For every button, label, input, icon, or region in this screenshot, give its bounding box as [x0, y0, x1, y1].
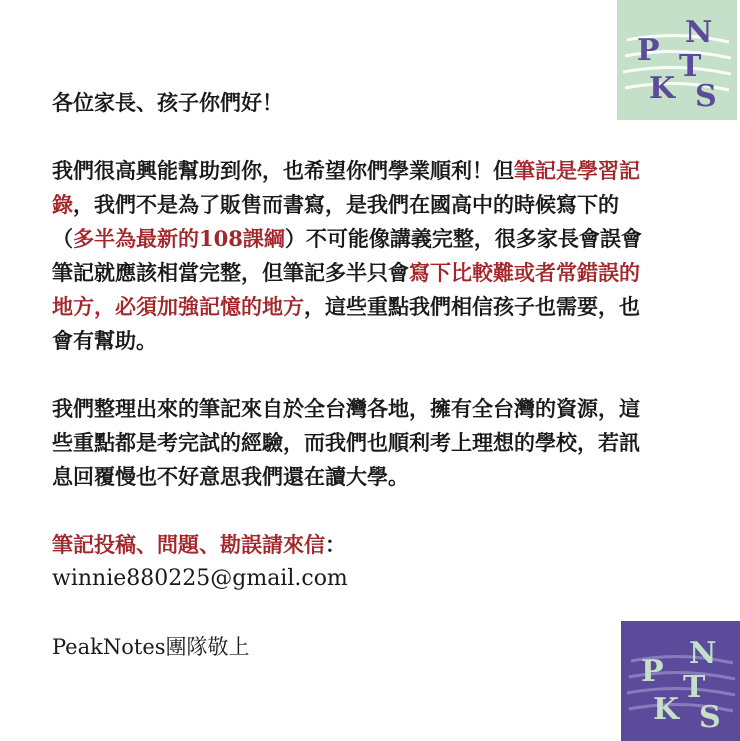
intro-text-3: ）不可能像講義完整，很多家長會誤會筆記就應該相當完整，但筆記多半只會 [52, 226, 642, 285]
logo-letter-k: K [653, 692, 680, 727]
logo-letter-p: P [641, 654, 664, 689]
greeting: 各位家長、孩子你們好！ [52, 90, 283, 115]
paragraph-intro [52, 154, 642, 358]
intro-highlight-curriculum: 多半為最新的108課綱 [73, 226, 285, 251]
signature: PeakNotes團隊敬上 [52, 635, 250, 659]
logo-letter-s: S [699, 700, 721, 735]
contact-email[interactable]: winnie880225@gmail.com [52, 566, 348, 591]
intro-text-4: ，這些重點我們相信孩子也需要，也會有幫助。 [52, 294, 640, 353]
logo-mark-icon [621, 621, 740, 741]
letter-body [52, 86, 642, 664]
paragraph-sources: 我們整理出來的筆記來自於全台灣各地，擁有全台灣的資源，這些重點都是考完試的經驗，而我們也順利考上理想的學校，若訊息回覆慢也不好意思我們還在讀大學。 [52, 396, 640, 489]
logo-letter-n: N [689, 636, 717, 671]
logo-letter-k: K [649, 71, 676, 106]
contact-label-colon: ： [325, 532, 346, 557]
intro-text-2: ，我們不是為了販售而書寫，是我們在國高中的時候寫下的（ [52, 192, 619, 251]
contact-label-text: 筆記投稿、問題、勘誤請來信 [52, 532, 325, 557]
intro-text-1: 我們很高興能幫助到你，也希望你們學業順利！但 [52, 158, 514, 183]
intro-highlight-difficult: 寫下比較難或者常錯誤的地方，必須加強記憶的地方 [52, 260, 640, 319]
intro-highlight-notes: 筆記是學習記錄 [52, 158, 640, 217]
logo-letter-n: N [685, 15, 713, 50]
logo-letter-t: T [679, 49, 702, 84]
logo-letter-p: P [637, 33, 660, 68]
logo-letter-t: T [683, 670, 706, 705]
peaknotes-logo-bottom [621, 621, 740, 741]
contact-label [52, 528, 642, 562]
logo-letter-s: S [695, 79, 717, 114]
